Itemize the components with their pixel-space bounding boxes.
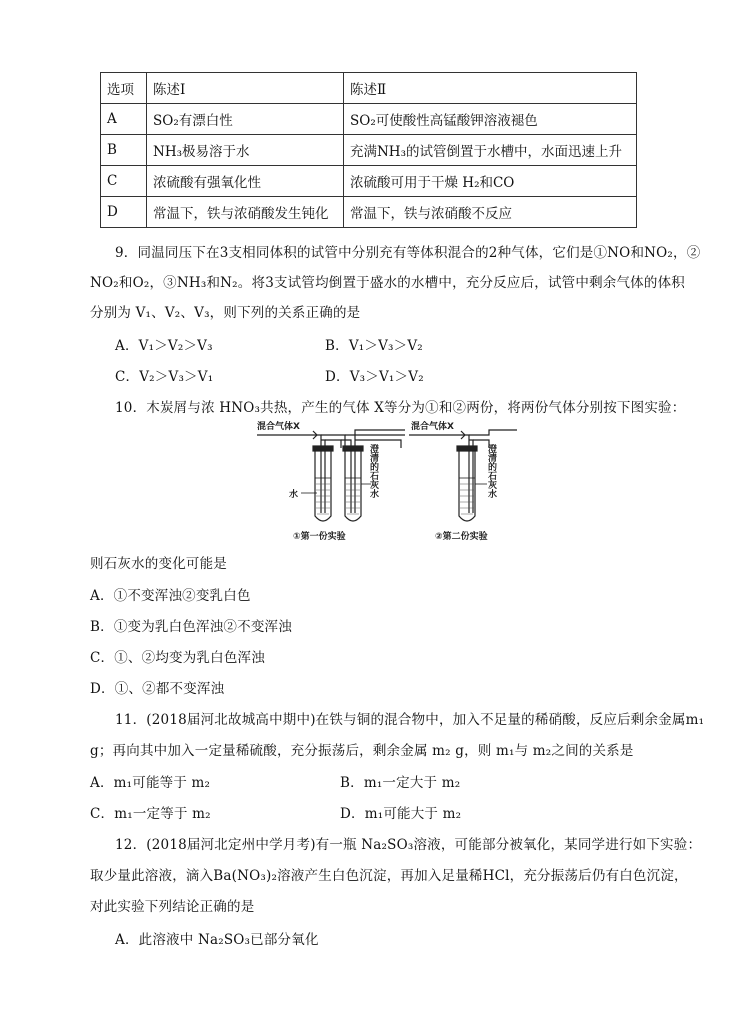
- table-row: [101, 104, 637, 135]
- q9-option-c: C．V₂＞V₃＞V₁: [115, 369, 214, 385]
- q9-line2: NO₂和O₂，③NH₃和N₂。将3支试管均倒置于盛水的水槽中，充分反应后，试管中剩余气体的体积: [90, 275, 685, 291]
- q9-option-a: A．V₁＞V₂＞V₃: [115, 338, 213, 354]
- water-label: 水: [289, 490, 299, 500]
- q11-option-c: C．m₁一定等于 m₂: [90, 806, 211, 822]
- table-cell: 常温下，铁与浓硝酸发生钝化: [147, 197, 344, 228]
- q9-option-d: D．V₃＞V₁＞V₂: [325, 369, 424, 385]
- q12-option-a: A．此溶液中 Na₂SO₃已部分氧化: [115, 932, 319, 948]
- table-cell: 浓硫酸有强氧化性: [147, 166, 344, 197]
- options-table: [100, 72, 637, 228]
- table-cell: 陈述Ⅱ: [344, 73, 637, 104]
- table-header-row: [101, 73, 637, 104]
- table-cell: 陈述Ⅰ: [147, 73, 344, 104]
- table-cell: 充满NH₃的试管倒置于水槽中，水面迅速上升: [344, 135, 637, 166]
- limewater-label-1: 澄清的石灰水: [368, 444, 378, 498]
- figure-caption-2: ②第二份实验: [435, 532, 488, 542]
- table-row: [101, 166, 637, 197]
- gas-label-1: 混合气体X: [257, 422, 300, 432]
- limewater-label-2: 澄清的石灰水: [486, 444, 496, 498]
- q10-option-b: B．①变为乳白色浑浊②不变浑浊: [90, 619, 292, 635]
- q9-option-b: B．V₁＞V₃＞V₂: [325, 338, 423, 354]
- table-cell: NH₃极易溶于水: [147, 135, 344, 166]
- q11-option-a: A．m₁可能等于 m₂: [90, 775, 211, 791]
- gas-label-2: 混合气体X: [411, 422, 454, 432]
- table-cell: D: [101, 197, 147, 228]
- q11-option-b: B．m₁一定大于 m₂: [340, 775, 461, 791]
- table-cell: A: [101, 104, 147, 135]
- q10-line1: 10．木炭屑与浓 HNO₃共热，产生的气体 X等分为①和②两份，将两份气体分别按下图实验：: [115, 400, 686, 416]
- q10-option-d: D．①、②都不变浑浊: [90, 681, 225, 697]
- q10-question: 则石灰水的变化可能是: [90, 556, 227, 572]
- q12-line2: 取少量此溶液，滴入Ba(NO₃)₂溶液产生白色沉淀，再加入足量稀HCl，充分振荡后仍有白色沉淀，: [90, 868, 688, 884]
- q11-line2: g；再向其中加入一定量稀硫酸，充分振荡后，剩余金属 m₂ g，则 m₁与 m₂之间的关系是: [90, 743, 634, 759]
- table-cell: 选项: [101, 73, 147, 104]
- q12-line3: 对此实验下列结论正确的是: [90, 899, 255, 915]
- q12-line1: 12．(2018届河北定州中学月考)有一瓶 Na₂SO₃溶液，可能部分被氧化，某同学进行如下实验：: [115, 837, 702, 853]
- table-row: [101, 135, 637, 166]
- q10-option-c: C．①、②均变为乳白色浑浊: [90, 650, 265, 666]
- table-row: [101, 197, 637, 228]
- q10-option-a: A．①不变浑浊②变乳白色: [90, 588, 251, 604]
- q9-line1: 9．同温同压下在3支相同体积的试管中分别充有等体积混合的2种气体，它们是①NO和NO₂，②: [115, 245, 701, 261]
- q9-line3: 分别为 V₁、V₂、V₃，则下列的关系正确的是: [90, 305, 361, 321]
- table-cell: B: [101, 135, 147, 166]
- q11-line1: 11．(2018届河北故城高中期中)在铁与铜的混合物中，加入不足量的稀硝酸，反应后剩余金属m₁: [115, 712, 705, 728]
- figure-caption-1: ①第一份实验: [293, 532, 346, 542]
- experiment-figure: [255, 418, 525, 543]
- table-cell: 常温下，铁与浓硝酸不反应: [344, 197, 637, 228]
- table-cell: SO₂可使酸性高锰酸钾溶液褪色: [344, 104, 637, 135]
- table-cell: SO₂有漂白性: [147, 104, 344, 135]
- table-cell: 浓硫酸可用于干燥 H₂和CO: [344, 166, 637, 197]
- table-cell: C: [101, 166, 147, 197]
- q11-option-d: D．m₁可能大于 m₂: [340, 806, 462, 822]
